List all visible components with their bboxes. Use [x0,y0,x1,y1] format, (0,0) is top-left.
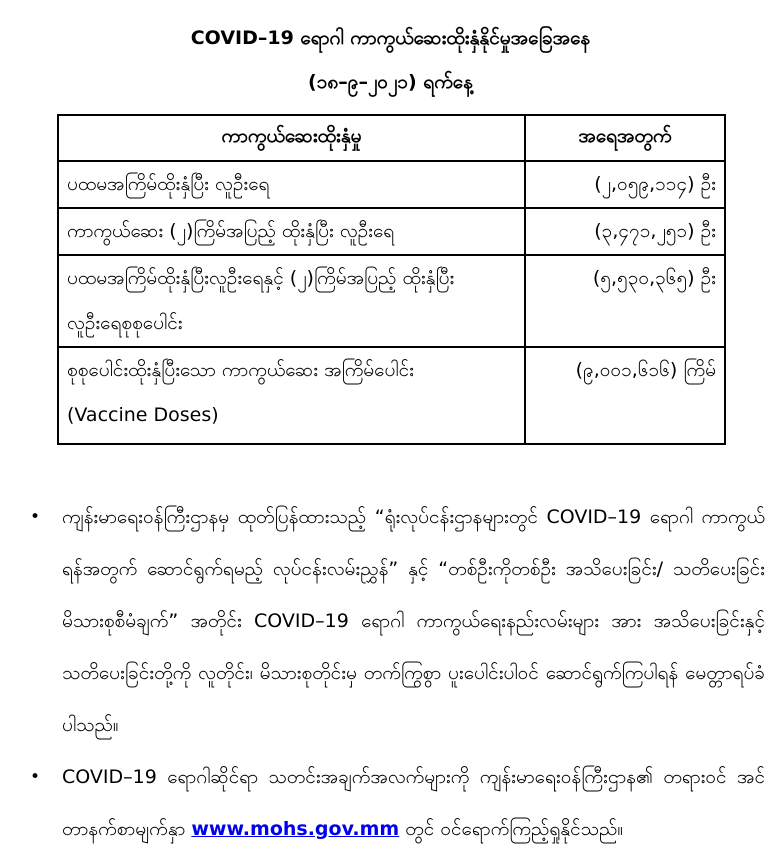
info-text-after-link: တွင် ဝင်ရောက်ကြည့်ရှုနိုင်သည်။ [399,818,624,840]
info-text-before-link: COVID–19 ရောဂါဆိုင်ရာ သတင်းအချက်အလက်များကို ကျန်းမာရေးဝန်ကြီးဌာန၏ တရားဝင် အင်တာနက်စာမျက်နှာ [62,766,765,840]
table-row [58,347,725,444]
bullet-icon: • [30,767,41,787]
row-label-first-dose: ပထမအကြိမ်ထိုးနှံပြီး လူဦးရေ [58,161,525,208]
title-block [0,0,781,104]
row-label-vaccine-doses: စုစုပေါင်းထိုးနှံပြီးသော ကာကွယ်ဆေး အကြိမ်ပေါင်း (Vaccine Doses) [58,347,525,444]
guidance-paragraph: ကျန်းမာရေးဝန်ကြီးဌာနမှ ထုတ်ပြန်ထားသည့် “ရုံးလုပ်ငန်းဌာနများတွင် COVID–19 ရောဂါ ကာကွယ်ရန်အတွက် ဆောင်ရွက်ရမည့် လုပ်ငန်းလမ်းညွှန်” နှင့် “တစ်ဦးကိုတစ်ဦး အသိပေးခြင်း/ သတိပေးခြင်း မိသားစုစီမံချက်” အတိုင်း COVID–19 ရောဂါ ကာကွယ်ရေးနည်းလမ်းများ အား အသိပေးခြင်းနှင့် သတိပေးခြင်းတို့ကို လူတိုင်း၊ မိသားစုတိုင်းမှ တက်ကြွစွာ ပူးပေါင်းပါဝင် ဆောင်ရွက်ကြပါရန် မေတ္တာရပ်ခံပါသည်။ [62,506,765,736]
table-row [58,161,725,208]
list-item [30,491,765,751]
page-title: COVID–19 ရောဂါ ကာကွယ်ဆေးထိုးနှံနိုင်မှုအခြေအနေ [190,27,591,49]
row-label-fully-vaccinated: ကာကွယ်ဆေး (၂)ကြိမ်အပြည့် ထိုးနှံပြီး လူဦးရေ [58,208,525,255]
bullet-icon: • [30,507,41,527]
table-row [58,208,725,255]
row-value-fully-vaccinated: (၃,၄၇၁,၂၅၁) ဦး [525,208,725,255]
table-header-row [58,115,725,161]
list-item [30,751,765,853]
row-value-vaccine-doses: (၉,၀၀၁,၆၁၆) ကြိမ် [525,347,725,444]
vaccination-table [57,114,726,445]
mohs-website-link[interactable]: www.mohs.gov.mm [191,818,400,840]
header-count-column: အရေအတွက် [525,115,725,161]
info-paragraph [62,751,765,853]
header-vaccination-column: ကာကွယ်ဆေးထိုးနှံမှု [58,115,525,161]
row-label-total-people: ပထမအကြိမ်ထိုးနှံပြီးလူဦးရေနှင့် (၂)ကြိမ်အပြည့် ထိုးနှံပြီး လူဦးရေစုစုပေါင်း [58,255,525,347]
bullet-section [30,491,765,853]
row-value-first-dose: (၂,၀၅၉,၁၁၄) ဦး [525,161,725,208]
date-line: (၁၈–၉–၂၀၂၁) ရက်နေ့ [308,71,473,93]
table-row [58,255,725,347]
row-value-total-people: (၅,၅၃၀,၃၆၅) ဦး [525,255,725,347]
